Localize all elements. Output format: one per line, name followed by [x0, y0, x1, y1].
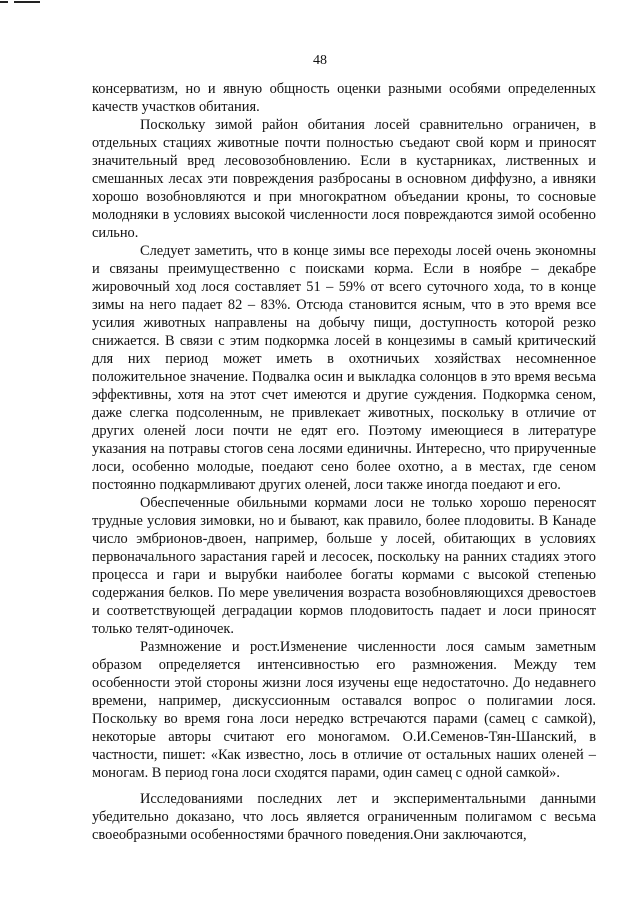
paragraph-late-winter-movement: Следует заметить, что в конце зимы все переходы лосей очень экономны и связаны преимущественно с поисками корма. Если в ноябре – декабре жировочный ход лося составляет 51 – 59% от всего суточного хода, то в конце зимы на него падает 82 – 83%. Отсюда становится ясным, что в это время все усилия животных направлены на добычу пищи, доступность которой резко снижается. В связи с этим подкормка лосей в концезимы в самый критический для них период может иметь в охотничьих хозяйствах несомненное положительное значение. Подвалка осин и выкладка солонцов в это время весьма эффективны, хотя на этот счет имеются и другие суждения. Подкормка сеном, даже слегка подсоленным, не привлекает животных, поскольку в отличие от других оленей лоси почти не едят его. Поэтому имеющиеся в литературе указания на потравы стогов сена лосями единичны. Интересно, что прирученные лоси, особенно молодые, поедают сено более охотно, а в местах, где сеном постоянно подкармливают других оленей, лоси также иногда поедают и его. — [92, 243, 596, 493]
paragraph-winter-range: Поскольку зимой район обитания лосей сравнительно ограничен, в отдельных стациях животные почти полностью съедают свой корм и приносят значительный вред лесовозобновлению. Если в кустарниках, лиственных и смешанных лесах эти повреждения разбросаны в основном диффузно, а ивняки хорошо возобновляются и при многократном объедании кроны, то сосновые молодняки в условиях высокой численности лося повреждаются зимой особенно сильно. — [92, 117, 596, 241]
document-body — [92, 80, 596, 844]
paragraph-food-fertility: Обеспеченные обильными кормами лоси не только хорошо переносят трудные условия зимовки, но и бывают, как правило, более плодовиты. В Канаде число эмбрионов-двоен, например, больше у лосей, обитающих в условиях первоначального зарастания гарей и лесосек, поскольку на ранних стадиях этого процесса и гари и вырубки наиболее богаты кормами с высокой степенью содержания белков. По мере увеличения возраста возобновляющихся древостоев и соответствующей деградации кормов плодовитость падает и лоси приносят только телят-одиночек. — [92, 495, 596, 637]
paragraph-continuation: консерватизм, но и явную общность оценки разными особями определенных качеств участков обитания. — [92, 81, 596, 115]
scan-corner-mark — [0, 0, 44, 6]
page-number: 48 — [313, 53, 327, 68]
paragraph-reproduction: Размножение и рост.Изменение численности лося самым заметным образом определяется интенсивностью его размножения. Между тем особенности этой стороны жизни лося изучены еще недостаточно. До недавнего времени, например, дискуссионным оставался вопрос о полигамии лося. Поскольку во время гона лоси нередко встречаются парами (самец с самкой), некоторые авторы считают его моногамом. О.И.Семенов-Тян-Шанский, в частности, пишет: «Как известно, лось в отличие от остальных наших оленей – моногам. В период гона лоси сходятся парами, один самец с одной самкой». — [92, 639, 596, 781]
paragraph-polygamy-research: Исследованиями последних лет и экспериментальными данными убедительно доказано, что лось является ограниченным полигамом с весьма своеобразными особенностями брачного поведения.Они заключаются, — [92, 791, 596, 843]
